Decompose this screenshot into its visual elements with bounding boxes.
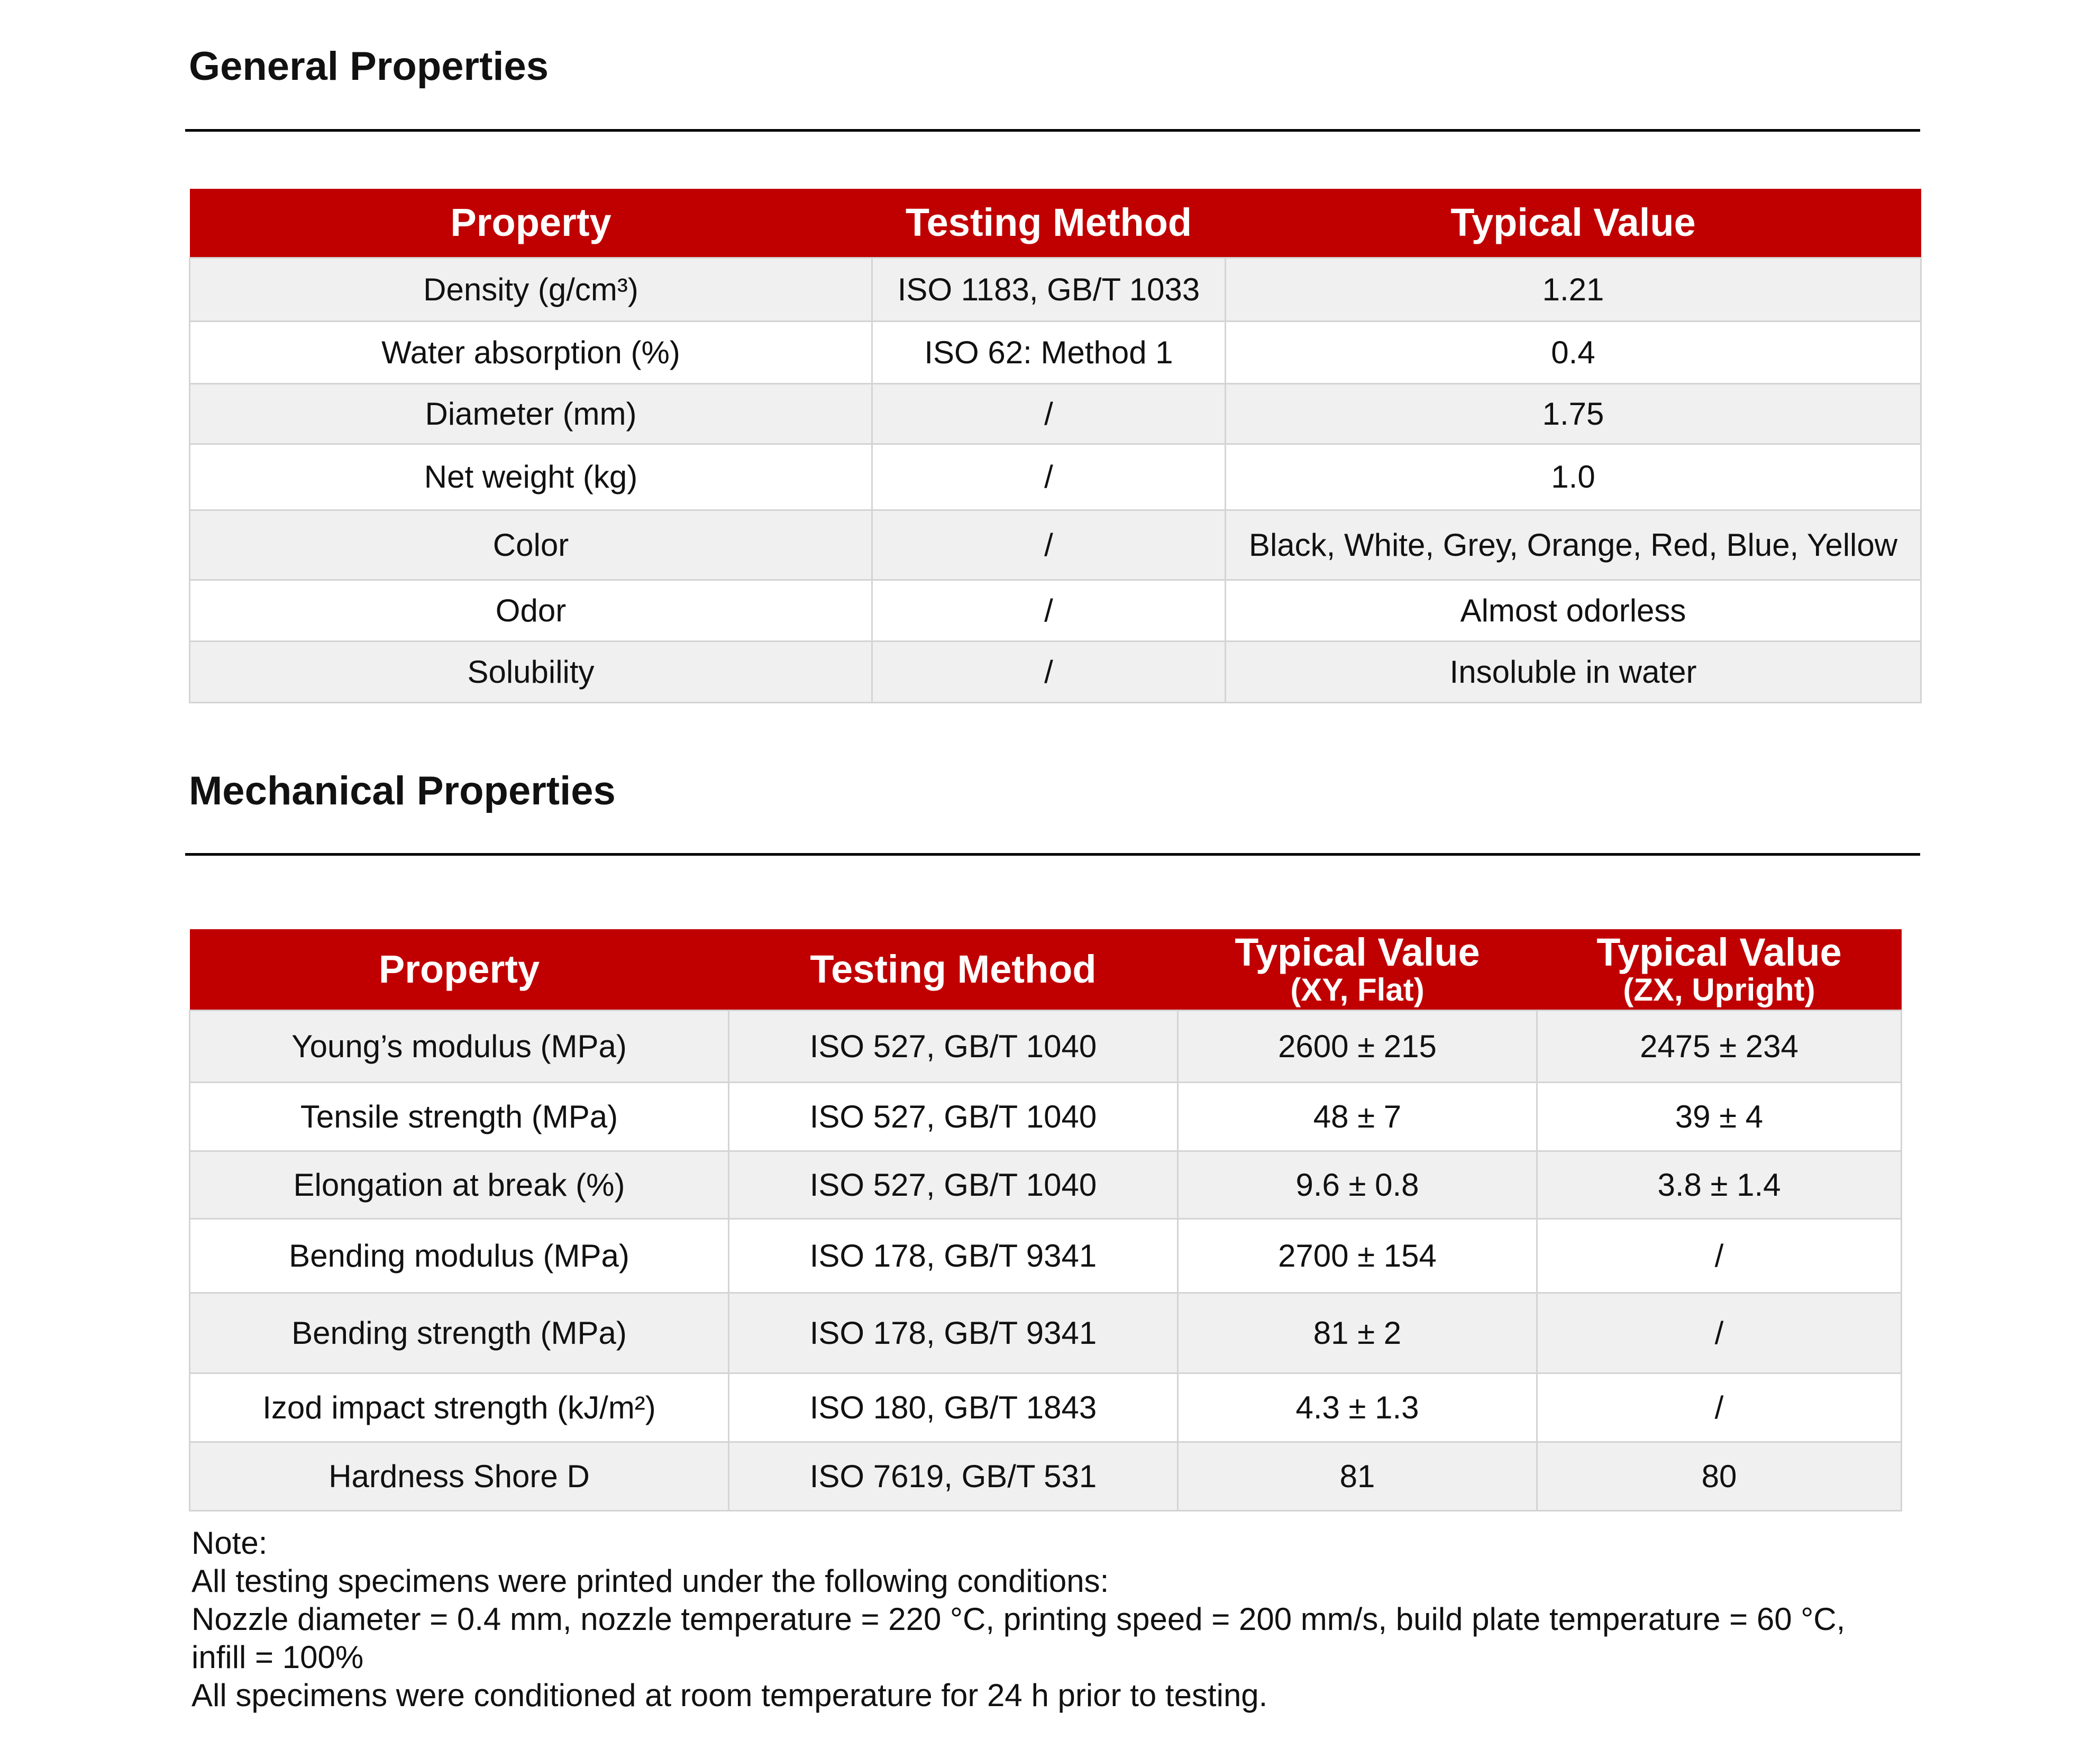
mechanical-title-divider — [185, 853, 1920, 856]
header-typical-value: Typical Value — [1226, 189, 1921, 258]
value-cell: 1.75 — [1226, 383, 1921, 444]
value-zx-cell: 3.8 ± 1.4 — [1537, 1151, 1902, 1219]
table-header-row — [190, 189, 1921, 258]
note-line: All specimens were conditioned at room temperature for 24 h prior to testing. — [191, 1678, 1268, 1713]
method-cell: ISO 527, GB/T 1040 — [729, 1082, 1178, 1151]
note-line: All testing specimens were printed under the following conditions: — [191, 1563, 1109, 1599]
method-cell: / — [872, 580, 1226, 641]
header-typical-value-xy-label: Typical Value — [1235, 930, 1480, 975]
header-typical-value-zx — [1537, 929, 1902, 1010]
general-properties-title: General Properties — [189, 44, 549, 89]
value-xy-cell: 48 ± 7 — [1178, 1082, 1537, 1151]
method-cell: ISO 178, GB/T 9341 — [729, 1219, 1178, 1293]
property-cell: Tensile strength (MPa) — [190, 1082, 729, 1151]
header-testing-method: Testing Method — [729, 929, 1178, 1010]
property-cell: Density (g/cm³) — [190, 258, 872, 321]
general-properties-table — [189, 189, 1922, 703]
header-testing-method: Testing Method — [872, 189, 1226, 258]
method-cell: / — [872, 641, 1226, 702]
mechanical-properties-table — [189, 929, 1902, 1511]
header-zx-upright-sub: (ZX, Upright) — [1623, 972, 1815, 1008]
table-header-row — [190, 929, 1902, 1010]
value-zx-cell: / — [1537, 1219, 1902, 1293]
value-xy-cell: 2600 ± 215 — [1178, 1010, 1537, 1082]
header-property: Property — [190, 189, 872, 258]
table-row — [190, 1010, 1902, 1082]
table-row — [190, 1442, 1902, 1510]
method-cell: / — [872, 383, 1226, 444]
table-row — [190, 258, 1921, 321]
method-cell: / — [872, 510, 1226, 580]
table-row — [190, 641, 1921, 702]
value-zx-cell: 39 ± 4 — [1537, 1082, 1902, 1151]
general-title-divider — [185, 129, 1920, 132]
method-cell: ISO 1183, GB/T 1033 — [872, 258, 1226, 321]
value-xy-cell: 4.3 ± 1.3 — [1178, 1373, 1537, 1442]
method-cell: ISO 7619, GB/T 531 — [729, 1442, 1178, 1510]
mechanical-properties-title: Mechanical Properties — [189, 768, 616, 813]
value-zx-cell: / — [1537, 1293, 1902, 1373]
property-cell: Bending strength (MPa) — [190, 1293, 729, 1373]
value-cell: Almost odorless — [1226, 580, 1921, 641]
table-row — [190, 580, 1921, 641]
method-cell: ISO 527, GB/T 1040 — [729, 1010, 1178, 1082]
value-xy-cell: 9.6 ± 0.8 — [1178, 1151, 1537, 1219]
value-cell: 1.0 — [1226, 444, 1921, 510]
value-xy-cell: 2700 ± 154 — [1178, 1219, 1537, 1293]
value-cell: Insoluble in water — [1226, 641, 1921, 702]
value-xy-cell: 81 ± 2 — [1178, 1293, 1537, 1373]
table-row — [190, 1219, 1902, 1293]
header-typical-value-xy — [1178, 929, 1537, 1010]
property-cell: Bending modulus (MPa) — [190, 1219, 729, 1293]
header-property: Property — [190, 929, 729, 1010]
property-cell: Net weight (kg) — [190, 444, 872, 510]
method-cell: ISO 527, GB/T 1040 — [729, 1151, 1178, 1219]
table-row — [190, 1373, 1902, 1442]
value-zx-cell: 2475 ± 234 — [1537, 1010, 1902, 1082]
table-row — [190, 510, 1921, 580]
value-cell: Black, White, Grey, Orange, Red, Blue, Yellow — [1226, 510, 1921, 580]
header-xy-flat-sub: (XY, Flat) — [1290, 972, 1425, 1008]
note-line: Nozzle diameter = 0.4 mm, nozzle temperature = 220 °C, printing speed = 200 mm/s, build plate temperature = 60 °C, infill = 100% — [191, 1601, 1846, 1675]
value-cell: 1.21 — [1226, 258, 1921, 321]
property-cell: Izod impact strength (kJ/m²) — [190, 1373, 729, 1442]
method-cell: ISO 178, GB/T 9341 — [729, 1293, 1178, 1373]
property-cell: Solubility — [190, 641, 872, 702]
method-cell: / — [872, 444, 1226, 510]
method-cell: ISO 62: Method 1 — [872, 321, 1226, 383]
table-row — [190, 383, 1921, 444]
method-cell: ISO 180, GB/T 1843 — [729, 1373, 1178, 1442]
property-cell: Color — [190, 510, 872, 580]
property-cell: Hardness Shore D — [190, 1442, 729, 1510]
table-row — [190, 321, 1921, 383]
table-row — [190, 1082, 1902, 1151]
table-row — [190, 1151, 1902, 1219]
property-cell: Water absorption (%) — [190, 321, 872, 383]
property-cell: Young’s modulus (MPa) — [190, 1010, 729, 1082]
property-cell: Elongation at break (%) — [190, 1151, 729, 1219]
value-xy-cell: 81 — [1178, 1442, 1537, 1510]
header-typical-value-zx-label: Typical Value — [1596, 930, 1842, 975]
property-cell: Odor — [190, 580, 872, 641]
value-zx-cell: / — [1537, 1373, 1902, 1442]
note-block — [191, 1524, 1905, 1715]
property-cell: Diameter (mm) — [190, 383, 872, 444]
value-zx-cell: 80 — [1537, 1442, 1902, 1510]
table-row — [190, 1293, 1902, 1373]
table-row — [190, 444, 1921, 510]
value-cell: 0.4 — [1226, 321, 1921, 383]
note-label: Note: — [191, 1525, 268, 1561]
